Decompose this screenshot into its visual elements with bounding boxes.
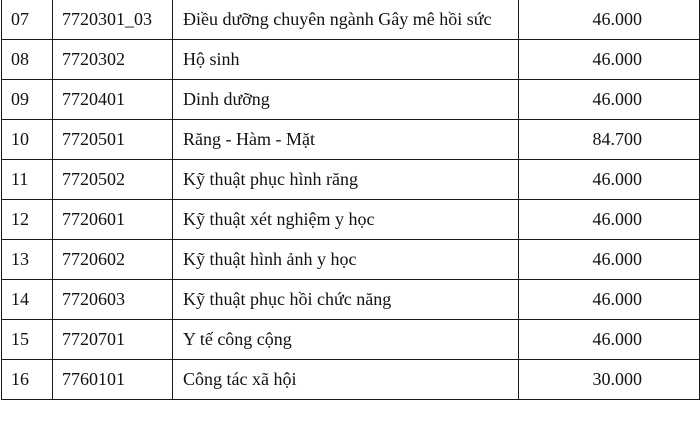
row-number: 11 xyxy=(2,160,53,200)
table-row xyxy=(2,40,700,80)
tuition-table-container xyxy=(1,0,699,400)
major-name: Kỹ thuật hình ảnh y học xyxy=(173,240,519,280)
tuition-fee: 46.000 xyxy=(519,280,700,320)
table-row xyxy=(2,80,700,120)
table-row xyxy=(2,120,700,160)
tuition-fee: 46.000 xyxy=(519,200,700,240)
major-code: 7720401 xyxy=(53,80,173,120)
major-name: Kỹ thuật phục hồi chức năng xyxy=(173,280,519,320)
major-name: Y tế công cộng xyxy=(173,320,519,360)
major-code: 7720302 xyxy=(53,40,173,80)
row-number: 09 xyxy=(2,80,53,120)
major-name: Điều dưỡng chuyên ngành Gây mê hồi sức xyxy=(173,0,519,40)
table-row xyxy=(2,320,700,360)
major-name: Dinh dưỡng xyxy=(173,80,519,120)
major-code: 7720603 xyxy=(53,280,173,320)
tuition-fee: 46.000 xyxy=(519,240,700,280)
tuition-fee: 46.000 xyxy=(519,80,700,120)
major-name: Công tác xã hội xyxy=(173,360,519,400)
major-code: 7720501 xyxy=(53,120,173,160)
tuition-fee: 46.000 xyxy=(519,160,700,200)
row-number: 07 xyxy=(2,0,53,40)
row-number: 16 xyxy=(2,360,53,400)
major-code: 7720602 xyxy=(53,240,173,280)
tuition-table xyxy=(1,0,700,400)
major-code: 7720601 xyxy=(53,200,173,240)
tuition-fee: 30.000 xyxy=(519,360,700,400)
row-number: 10 xyxy=(2,120,53,160)
tuition-fee: 46.000 xyxy=(519,40,700,80)
row-number: 13 xyxy=(2,240,53,280)
table-row xyxy=(2,280,700,320)
table-row xyxy=(2,360,700,400)
major-name: Kỹ thuật xét nghiệm y học xyxy=(173,200,519,240)
major-name: Hộ sinh xyxy=(173,40,519,80)
tuition-fee: 46.000 xyxy=(519,320,700,360)
tuition-fee: 46.000 xyxy=(519,0,700,40)
table-row xyxy=(2,0,700,40)
major-code: 7720301_03 xyxy=(53,0,173,40)
major-code: 7720701 xyxy=(53,320,173,360)
major-code: 7760101 xyxy=(53,360,173,400)
row-number: 08 xyxy=(2,40,53,80)
row-number: 14 xyxy=(2,280,53,320)
row-number: 12 xyxy=(2,200,53,240)
major-name: Răng - Hàm - Mặt xyxy=(173,120,519,160)
table-row xyxy=(2,200,700,240)
table-row xyxy=(2,240,700,280)
major-name: Kỹ thuật phục hình răng xyxy=(173,160,519,200)
major-code: 7720502 xyxy=(53,160,173,200)
row-number: 15 xyxy=(2,320,53,360)
tuition-fee: 84.700 xyxy=(519,120,700,160)
table-row xyxy=(2,160,700,200)
